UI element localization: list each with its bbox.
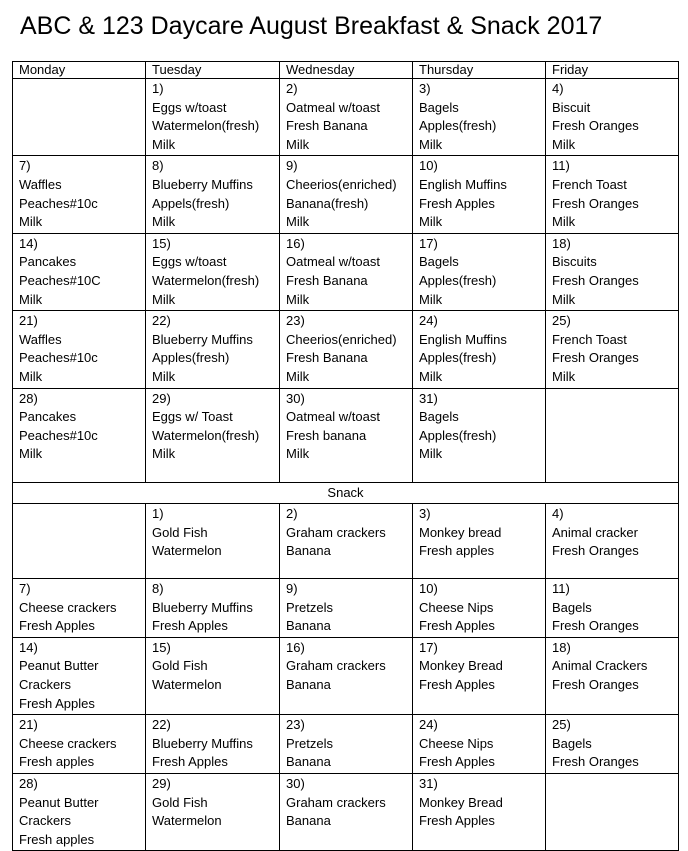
menu-cell — [13, 637, 146, 714]
menu-cell — [413, 715, 546, 774]
menu-item-text: Milk — [552, 291, 576, 307]
menu-cell — [146, 579, 280, 638]
menu-item-text: Milk — [152, 368, 176, 384]
snack-row — [13, 774, 679, 851]
menu-item-text: Milk — [152, 446, 176, 462]
menu-cell — [146, 388, 280, 482]
menu-cell — [413, 579, 546, 638]
menu-cell — [146, 504, 280, 579]
menu-item-text: Watermelon — [152, 813, 222, 829]
breakfast-row — [13, 233, 679, 310]
menu-cell — [413, 388, 546, 482]
snack-row — [13, 579, 679, 638]
menu-item-text: Milk — [152, 291, 176, 307]
menu-cell — [280, 311, 413, 388]
menu-item-text: Pancakes — [19, 409, 77, 425]
menu-cell — [13, 504, 146, 579]
menu-item-text: 7) — [19, 581, 31, 597]
menu-item-text: Milk — [19, 446, 43, 462]
menu-item-text: Milk — [286, 368, 310, 384]
menu-item-text: Animal cracker — [552, 524, 638, 540]
menu-cell — [280, 79, 413, 156]
menu-cell — [13, 388, 146, 482]
day-header-wednesday: Wednesday — [280, 62, 413, 79]
menu-item-text: Fresh apples — [19, 831, 95, 847]
menu-item-text: Fresh Apples — [19, 695, 95, 711]
menu-item-text: 16) — [286, 639, 305, 655]
menu-item-text: 11) — [552, 581, 570, 597]
menu-table-body — [13, 62, 679, 851]
menu-item-text: 10) — [419, 158, 438, 174]
menu-item-text: Bagels — [419, 254, 459, 270]
menu-item-text: Fresh Apples — [419, 195, 495, 211]
menu-cell — [546, 311, 679, 388]
day-header-row — [13, 62, 679, 79]
menu-item-text: Fresh apples — [419, 543, 495, 559]
menu-item-text: Graham crackers — [286, 794, 386, 810]
menu-item-text: Apples(fresh) — [419, 427, 497, 443]
menu-item-text: Peaches#10c — [19, 427, 98, 443]
snack-section-row — [13, 482, 679, 504]
menu-item-text: Milk — [419, 291, 443, 307]
menu-item-text: Pancakes — [19, 254, 77, 270]
breakfast-row — [13, 156, 679, 233]
menu-item-text: 8) — [152, 581, 164, 597]
menu-item-text: Waffles — [19, 331, 62, 347]
menu-cell — [280, 774, 413, 851]
menu-item-text: Fresh Banana — [286, 272, 368, 288]
menu-item-text: Pretzels — [286, 735, 333, 751]
menu-item-text: Cheese Nips — [419, 599, 494, 615]
menu-item-text: Banana — [286, 618, 331, 634]
menu-item-text: Milk — [152, 214, 176, 230]
menu-item-text: 31) — [419, 390, 438, 406]
menu-item-text: Gold Fish — [152, 524, 208, 540]
menu-item-text: 11) — [552, 158, 570, 174]
menu-item-text: Peaches#10c — [19, 195, 98, 211]
menu-item-text: Milk — [552, 136, 576, 152]
menu-item-text: Oatmeal w/toast — [286, 409, 380, 425]
menu-item-text: Fresh Oranges — [552, 272, 639, 288]
menu-item-text: 29) — [152, 390, 171, 406]
menu-item-text: Apples(fresh) — [419, 350, 497, 366]
menu-item-text: Graham crackers — [286, 524, 386, 540]
menu-item-text: Fresh Banana — [286, 118, 368, 134]
menu-item-text: Watermelon — [152, 677, 222, 693]
menu-item-text: 10) — [419, 581, 438, 597]
menu-item-text: Milk — [419, 446, 443, 462]
menu-item-text: Milk — [19, 291, 43, 307]
menu-item-text: Blueberry Muffins — [152, 176, 253, 192]
menu-item-text: 2) — [286, 506, 298, 522]
menu-item-text: Fresh Apples — [19, 618, 95, 634]
menu-cell — [546, 774, 679, 851]
menu-item-text: Milk — [419, 214, 443, 230]
menu-item-text: 23) — [286, 717, 305, 733]
menu-item-text: English Muffins — [419, 331, 507, 347]
page-title: ABC & 123 Daycare August Breakfast & Snack 2017 — [20, 12, 603, 40]
menu-item-text: Banana — [286, 813, 331, 829]
menu-item-text: Eggs w/toast — [152, 99, 227, 115]
menu-item-text: 30) — [286, 776, 305, 792]
menu-cell — [146, 774, 280, 851]
menu-cell — [280, 233, 413, 310]
menu-item-text: Pretzels — [286, 599, 333, 615]
snack-row — [13, 715, 679, 774]
menu-item-text: Fresh Oranges — [552, 754, 639, 770]
menu-cell — [280, 637, 413, 714]
menu-cell — [413, 156, 546, 233]
menu-cell — [280, 504, 413, 579]
menu-cell — [546, 637, 679, 714]
menu-item-text: Watermelon — [152, 543, 222, 559]
menu-item-text: Monkey Bread — [419, 658, 503, 674]
menu-item-text: 3) — [419, 506, 431, 522]
menu-item-text: 25) — [552, 313, 571, 329]
menu-item-text: Eggs w/ Toast — [152, 409, 233, 425]
menu-item-text: 16) — [286, 235, 305, 251]
menu-item-text: 15) — [152, 639, 171, 655]
menu-item-text: Cheese Nips — [419, 735, 494, 751]
menu-item-text: 1) — [152, 81, 164, 96]
menu-item-text: 28) — [19, 390, 38, 406]
menu-cell — [146, 311, 280, 388]
menu-item-text: Oatmeal w/toast — [286, 254, 380, 270]
menu-item-text: Bagels — [419, 409, 459, 425]
menu-item-text: Milk — [286, 214, 310, 230]
menu-cell — [280, 388, 413, 482]
breakfast-row — [13, 79, 679, 156]
menu-item-text: 22) — [152, 313, 171, 329]
menu-item-text: Milk — [286, 136, 310, 152]
menu-item-text: Milk — [552, 368, 576, 384]
menu-cell — [13, 156, 146, 233]
menu-item-text: Fresh Oranges — [552, 350, 639, 366]
menu-cell — [13, 79, 146, 156]
menu-item-text: Watermelon(fresh) — [152, 272, 260, 288]
menu-cell — [280, 579, 413, 638]
menu-item-text: Fresh Apples — [152, 754, 228, 770]
menu-item-text: Banana — [286, 543, 331, 559]
menu-item-text: Banana — [286, 754, 331, 770]
menu-item-text: French Toast — [552, 176, 627, 192]
menu-cell — [13, 233, 146, 310]
menu-item-text: French Toast — [552, 331, 627, 347]
menu-item-text: Monkey Bread — [419, 794, 503, 810]
menu-item-text: 24) — [419, 717, 438, 733]
menu-item-text: 28) — [19, 776, 38, 792]
menu-item-text: Bagels — [419, 99, 459, 115]
menu-cell — [280, 156, 413, 233]
breakfast-row — [13, 311, 679, 388]
menu-item-text: Milk — [152, 136, 176, 152]
menu-cell — [13, 579, 146, 638]
menu-item-text: Fresh Oranges — [552, 195, 639, 211]
menu-item-text: 3) — [419, 81, 431, 96]
menu-item-text: Milk — [552, 214, 576, 230]
menu-item-text: 2) — [286, 81, 298, 96]
menu-item-text: Fresh banana — [286, 427, 367, 443]
menu-item-text: 31) — [419, 776, 438, 792]
snack-section-label: Snack — [13, 482, 679, 504]
menu-item-text: Cheese crackers — [19, 735, 117, 751]
menu-item-text: Fresh Apples — [152, 618, 228, 634]
menu-item-text: 1) — [152, 506, 164, 522]
menu-item-text: Watermelon(fresh) — [152, 427, 260, 443]
menu-cell — [546, 156, 679, 233]
menu-cell — [413, 79, 546, 156]
menu-item-text: Graham crackers — [286, 658, 386, 674]
menu-item-text: Fresh Oranges — [552, 543, 639, 559]
menu-item-text: 14) — [19, 639, 38, 655]
menu-item-text: 8) — [152, 158, 164, 174]
menu-item-text: 9) — [286, 581, 298, 597]
menu-item-text: 24) — [419, 313, 438, 329]
menu-item-text: Banana — [286, 677, 331, 693]
menu-cell — [546, 504, 679, 579]
menu-item-text: Fresh Banana — [286, 350, 368, 366]
menu-item-text: Blueberry Muffins — [152, 599, 253, 615]
menu-item-text: 25) — [552, 717, 571, 733]
day-header-tuesday: Tuesday — [146, 62, 280, 79]
menu-cell — [413, 774, 546, 851]
menu-item-text: 4) — [552, 81, 564, 96]
menu-item-text: Fresh Apples — [419, 754, 495, 770]
menu-item-text: 14) — [19, 235, 38, 251]
menu-item-text: Milk — [19, 368, 43, 384]
menu-item-text: Eggs w/toast — [152, 254, 227, 270]
menu-cell — [146, 715, 280, 774]
menu-item-text: English Muffins — [419, 176, 507, 192]
menu-cell — [146, 156, 280, 233]
menu-cell — [146, 233, 280, 310]
menu-cell — [413, 233, 546, 310]
menu-item-text: 29) — [152, 776, 171, 792]
menu-table — [12, 61, 679, 851]
menu-cell — [13, 715, 146, 774]
menu-item-text: Milk — [19, 214, 43, 230]
menu-item-text: Oatmeal w/toast — [286, 99, 380, 115]
menu-cell — [413, 637, 546, 714]
menu-item-text: Banana(fresh) — [286, 195, 369, 211]
menu-item-text: Fresh Apples — [419, 813, 495, 829]
menu-item-text: Peaches#10C — [19, 272, 101, 288]
menu-item-text: 30) — [286, 390, 305, 406]
menu-item-text: 21) — [19, 717, 38, 733]
menu-item-text: Peaches#10c — [19, 350, 98, 366]
menu-item-text: Cheese crackers — [19, 599, 117, 615]
menu-cell — [413, 311, 546, 388]
menu-cell — [13, 774, 146, 851]
breakfast-row — [13, 388, 679, 482]
day-header-friday: Friday — [546, 62, 679, 79]
menu-item-text: Blueberry Muffins — [152, 735, 253, 751]
menu-item-text: 15) — [152, 235, 171, 251]
menu-item-text: Waffles — [19, 176, 62, 192]
menu-item-text: Fresh Oranges — [552, 677, 639, 693]
menu-item-text: Milk — [419, 368, 443, 384]
menu-item-text: Milk — [286, 446, 310, 462]
menu-item-text: Fresh apples — [19, 754, 95, 770]
snack-row — [13, 637, 679, 714]
menu-item-text: Appels(fresh) — [152, 195, 230, 211]
menu-item-text: Crackers — [19, 813, 72, 829]
day-header-thursday: Thursday — [413, 62, 546, 79]
menu-item-text: Bagels — [552, 735, 592, 751]
menu-cell — [546, 233, 679, 310]
menu-item-text: Watermelon(fresh) — [152, 118, 260, 134]
menu-item-text: Biscuit — [552, 99, 591, 115]
menu-item-text: Fresh Apples — [419, 618, 495, 634]
menu-item-text: Gold Fish — [152, 794, 208, 810]
menu-item-text: Peanut Butter — [19, 658, 99, 674]
menu-item-text: Blueberry Muffins — [152, 331, 253, 347]
menu-item-text: 9) — [286, 158, 298, 174]
menu-item-text: 21) — [19, 313, 38, 329]
menu-item-text: Apples(fresh) — [419, 272, 497, 288]
menu-item-text: Animal Crackers — [552, 658, 648, 674]
menu-cell — [546, 715, 679, 774]
menu-item-text: Crackers — [19, 677, 72, 693]
menu-item-text: 7) — [19, 158, 31, 174]
menu-item-text: 18) — [552, 639, 571, 655]
menu-item-text: 4) — [552, 506, 564, 522]
menu-item-text: Apples(fresh) — [419, 118, 497, 134]
menu-item-text: Biscuits — [552, 254, 597, 270]
menu-item-text: 22) — [152, 717, 171, 733]
menu-cell — [146, 79, 280, 156]
menu-item-text: 17) — [419, 639, 438, 655]
menu-item-text: Cheerios(enriched) — [286, 331, 397, 347]
menu-cell — [13, 311, 146, 388]
menu-item-text: Apples(fresh) — [152, 350, 230, 366]
menu-item-text: Fresh Oranges — [552, 618, 639, 634]
menu-cell — [146, 637, 280, 714]
menu-item-text: Monkey bread — [419, 524, 502, 540]
menu-item-text: 23) — [286, 313, 305, 329]
menu-cell — [280, 715, 413, 774]
menu-item-text: 17) — [419, 235, 438, 251]
menu-item-text: Gold Fish — [152, 658, 208, 674]
menu-item-text: Milk — [419, 136, 443, 152]
menu-cell — [546, 579, 679, 638]
menu-item-text: Milk — [286, 291, 310, 307]
menu-cell — [546, 388, 679, 482]
menu-item-text: Cheerios(enriched) — [286, 176, 397, 192]
menu-item-text: Fresh Apples — [419, 677, 495, 693]
menu-item-text: Fresh Oranges — [552, 118, 639, 134]
menu-cell — [413, 504, 546, 579]
menu-cell — [546, 79, 679, 156]
day-header-monday: Monday — [13, 62, 146, 79]
menu-item-text: Bagels — [552, 599, 592, 615]
menu-item-text: Peanut Butter — [19, 794, 99, 810]
snack-row — [13, 504, 679, 579]
menu-item-text: 18) — [552, 235, 571, 251]
